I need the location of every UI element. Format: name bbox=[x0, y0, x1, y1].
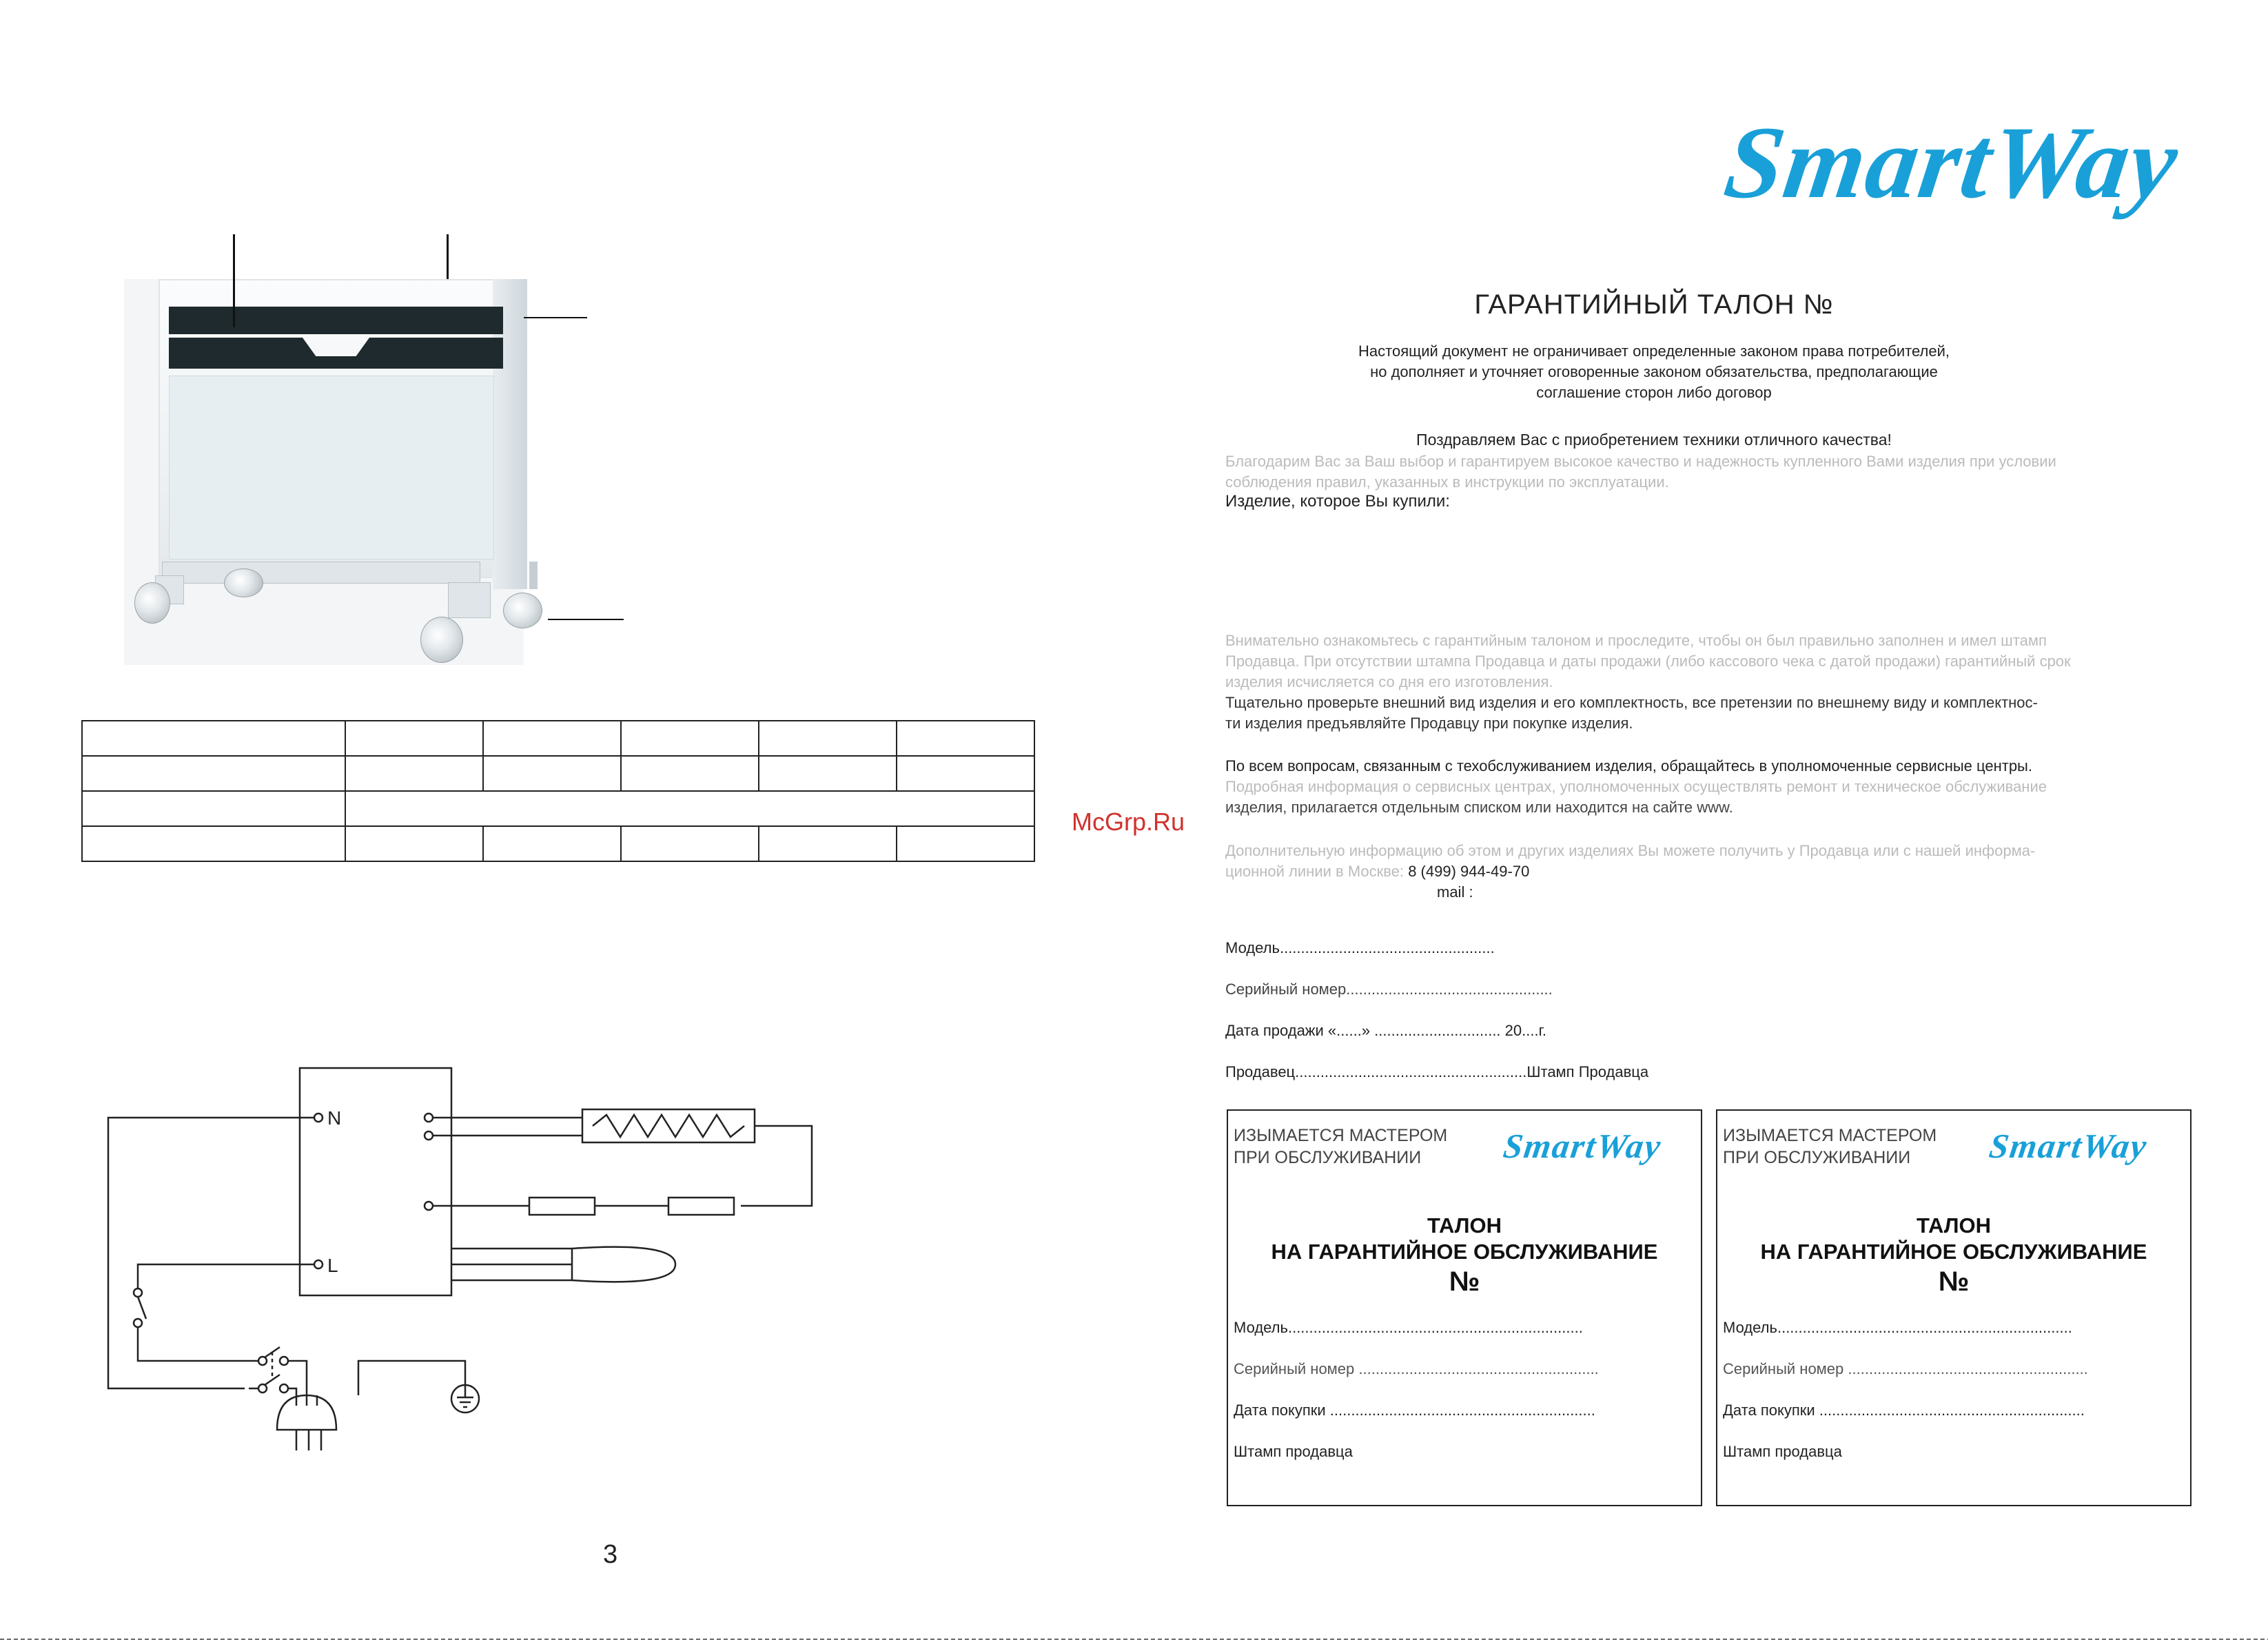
warranty-coupon-2 bbox=[1716, 1109, 2192, 1506]
coupon-model-field: Модель...................................................................... bbox=[1234, 1319, 1583, 1336]
warranty-coupon-1 bbox=[1227, 1109, 1702, 1506]
table-row bbox=[82, 756, 1034, 791]
heater-base-frame bbox=[162, 562, 480, 584]
coupon-header: ИЗЫМАЕТСЯ МАСТЕРОМ ПРИ ОБСЛУЖИВАНИИ bbox=[1723, 1126, 1937, 1167]
callout-line-1 bbox=[233, 234, 235, 327]
service-title: По всем вопросам, связанным с техобслуживанием изделия, обращайтесь в уполномоченные сервисные центры. bbox=[1225, 757, 2032, 774]
product-label: Изделие, которое Вы купили: bbox=[1225, 492, 1450, 511]
coupon-date-field: Дата покупки ............................................................... bbox=[1234, 1402, 1595, 1419]
heater-wheel-back-right bbox=[503, 593, 542, 628]
heater-wheel-front-left bbox=[134, 582, 170, 624]
coupon-date-field: Дата покупки ............................................................... bbox=[1723, 1402, 2085, 1419]
page-footer-line bbox=[0, 1639, 2268, 1640]
callout-line-3 bbox=[524, 317, 587, 318]
table-row bbox=[82, 721, 1034, 756]
model-field: Модель................................................... bbox=[1225, 939, 1495, 956]
table-row bbox=[82, 826, 1034, 861]
wiring-schematic bbox=[96, 1054, 855, 1461]
coupon-serial-field: Серийный номер ......................................................... bbox=[1723, 1360, 2088, 1377]
coupon-title: ТАЛОН НА ГАРАНТИЙНОЕ ОБСЛУЖИВАНИЕ № bbox=[1271, 1213, 1658, 1297]
watermark: McGrp.Ru bbox=[1072, 808, 1185, 836]
heater-wheel-front-right bbox=[420, 617, 463, 663]
page-number: 3 bbox=[603, 1540, 618, 1569]
service-text: Подробная информация о сервисных центрах, уполномоченных осуществлять ремонт и техническое обслуживание изделия, прилагается отдельным списком или находится на сайте www. bbox=[1225, 778, 2047, 816]
heater-power-switch bbox=[529, 562, 538, 589]
sale-date-field: Дата продажи «......» .............................. 20....г. bbox=[1225, 1022, 1547, 1039]
coupon-stamp-field: Штамп продавца bbox=[1234, 1443, 1353, 1460]
mail-label: mail : bbox=[1437, 883, 1473, 901]
coupon-brand-logo: SmartWay bbox=[1987, 1127, 2150, 1165]
coupon-serial-field: Серийный номер ......................................................... bbox=[1234, 1360, 1599, 1377]
coupon-model-field: Модель...................................................................... bbox=[1723, 1319, 2072, 1336]
check-text: Внимательно ознакомьтесь с гарантийным талоном и проследите, чтобы он был правильно заполнен и имел штамп Продавца. При отсутствии штампа Продавца и даты продажи (либо кассового чека с датой продажи) гарантийный срок изделия исчисляется со дня его изготовления. bbox=[1225, 632, 2071, 690]
heater-wheel-back-left bbox=[224, 568, 263, 597]
inspect-text: Тщательно проверьте внешний вид изделия и его комплектность, все претензии по внешнему виду и комплектнос- ти изделия предъявляйте Продавцу при покупке изделия. bbox=[1225, 694, 2038, 732]
phone-number: 8 (499) 944-49-70 bbox=[1408, 863, 1530, 880]
coupon-header: ИЗЫМАЕТСЯ МАСТЕРОМ ПРИ ОБСЛУЖИВАНИИ bbox=[1234, 1126, 1448, 1167]
callout-line-4 bbox=[548, 619, 624, 620]
controller-box bbox=[300, 1068, 451, 1295]
brand-logo: SmartWay bbox=[1718, 105, 2186, 220]
coupon-title: ТАЛОН НА ГАРАНТИЙНОЕ ОБСЛУЖИВАНИЕ № bbox=[1760, 1213, 2147, 1297]
terminal-n-label: N bbox=[327, 1107, 342, 1129]
heater-right-leg bbox=[448, 582, 491, 618]
terminal-l-label: L bbox=[327, 1255, 338, 1276]
callout-line-2 bbox=[447, 234, 449, 279]
serial-field: Серийный номер................................................. bbox=[1225, 981, 1553, 998]
coupon-stamp-field: Штамп продавца bbox=[1723, 1443, 1842, 1460]
thanks-text: Благодарим Вас за Ваш выбор и гарантируем высокое качество и надежность купленного Вами изделия при условии соблюдения правил, указанных в инструкции по эксплуатации. bbox=[1225, 453, 2056, 491]
heater-top-grille bbox=[169, 307, 503, 334]
seller-field: Продавец.......................................................Штамп Продавца bbox=[1225, 1063, 1649, 1080]
heater-front-panel bbox=[169, 376, 494, 560]
more-info-text: Дополнительную информацию об этом и других изделиях Вы можете получить у Продавца или с нашей информа- ционной линии в Москве: 8 (499) 944-49-70 bbox=[1225, 842, 2036, 880]
congrats-text: Поздравляем Вас с приобретением техники отличного качества! bbox=[1416, 431, 1892, 449]
spec-table bbox=[81, 720, 1035, 862]
warranty-title: ГАРАНТИЙНЫЙ ТАЛОН № bbox=[1474, 289, 1834, 320]
intro-text: Настоящий документ не ограничивает определенные законом права потребителей, но дополняет и уточняет оговоренные законом обязательства, предполагающие соглашение сторон либо договор bbox=[1358, 342, 1950, 401]
table-row bbox=[82, 791, 1034, 826]
coupon-brand-logo: SmartWay bbox=[1501, 1127, 1664, 1165]
